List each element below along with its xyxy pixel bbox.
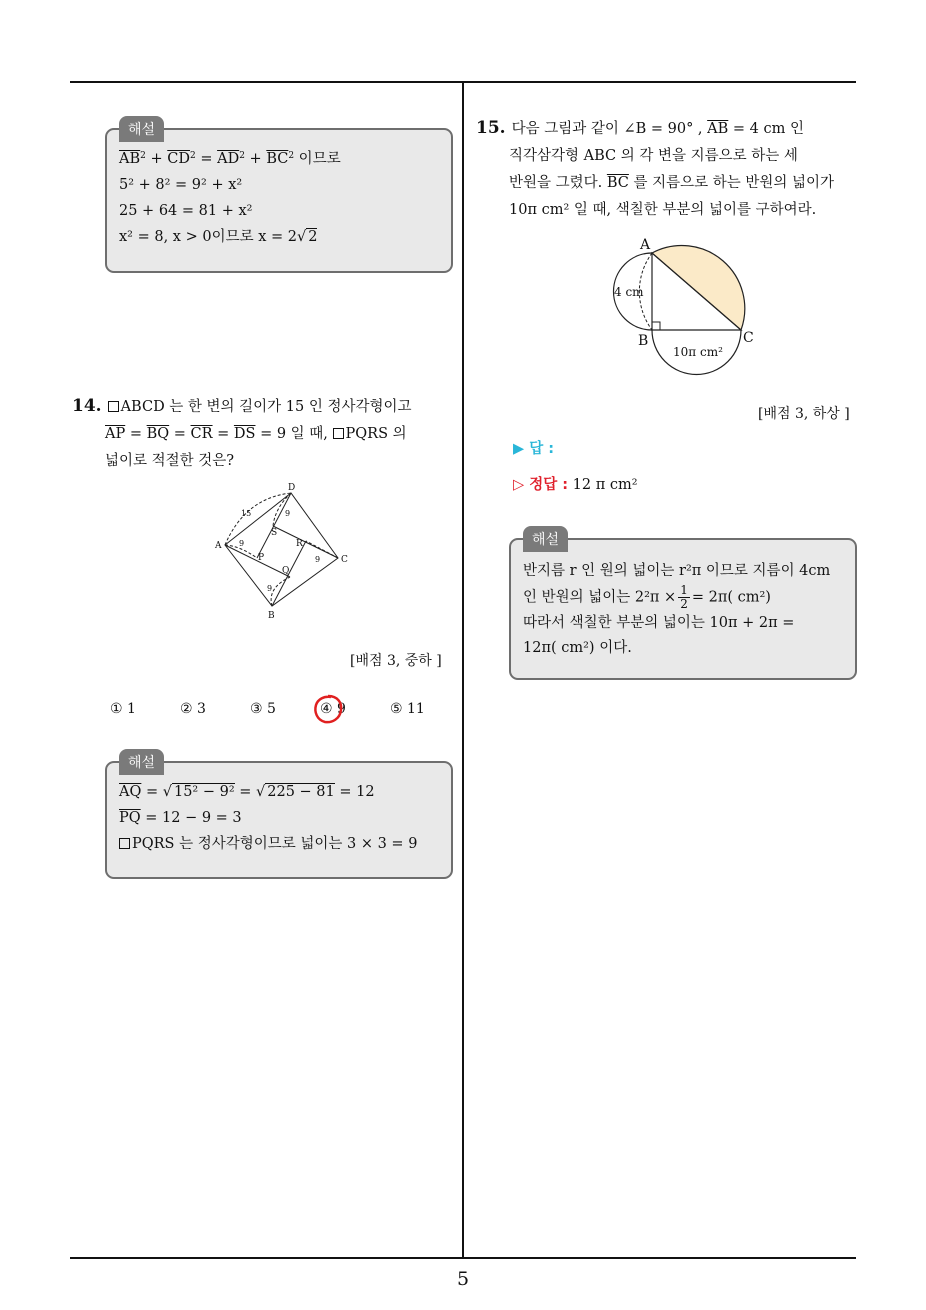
label-ab-length: 4 cm — [614, 285, 644, 299]
q14-points: [배점 3, 중하 ] — [350, 653, 442, 669]
label-S: S — [271, 528, 278, 538]
column-divider — [462, 82, 464, 1258]
q13-sol-line-3: 25 + 64 = 81 + x² — [119, 203, 253, 219]
q14-solution-box — [105, 755, 453, 879]
label-B: B — [638, 333, 649, 349]
q13-sol-line-1: $\overline{AB}^2 + \overline{CD}^2 = \overline{AD}^2 + \overline{BC}^2$ 이므로 — [119, 151, 341, 167]
q15-line-4: 10π cm² 일 때, 색칠한 부분의 넓이를 구하여라. — [509, 202, 817, 218]
q15-line-2: 직각삼각형 ABC 의 각 변을 지름으로 하는 세 — [509, 148, 798, 164]
solution-tag: 해설 — [523, 526, 568, 552]
solution-tag: 해설 — [119, 116, 164, 142]
bottom-rule — [70, 1257, 856, 1259]
label-A: A — [640, 237, 651, 253]
q13-solution-box — [105, 122, 453, 273]
label-C: C — [341, 555, 348, 565]
label-9-bq: 9 — [267, 584, 273, 593]
q13-sol-line-4: x² = 8, x > 0이므로 x = 2√ 2 — [119, 229, 318, 245]
q15-line-1: 15. 다음 그림과 같이 ∠B = 90° , $\overline{AB} = 4$ cm 인 — [476, 118, 804, 138]
q13-sol-line-2: 5² + 8² = 9² + x² — [119, 177, 243, 193]
q14-line-1: ABCD 는 한 변의 길이가 15 인 정사각형이고 — [120, 399, 412, 415]
square-symbol — [333, 428, 344, 439]
label-P: P — [258, 553, 265, 563]
q14-number: 14. — [72, 396, 102, 416]
q14-choice-5[interactable]: ⑤ 11 — [390, 701, 425, 717]
solution-tag: 해설 — [119, 749, 164, 775]
q14-sol-line-2: $\overline{PQ} = 12 - 9 = 3$ — [119, 810, 242, 826]
label-9-ds: 9 — [285, 509, 291, 518]
q15-number: 15. — [476, 118, 506, 138]
square-symbol — [119, 838, 130, 849]
q15-line-3: 반원을 그렸다. $\overline{BC}$ 를 지름으로 하는 반원의 넓이가 — [509, 175, 835, 191]
q15-sol-line-2: 인 반원의 넓이는 2²π × $\frac{1}{2}$ = 2π( cm²) — [523, 583, 771, 611]
label-Q: Q — [282, 566, 290, 576]
q15-solution-box — [509, 532, 857, 680]
label-D: D — [288, 483, 296, 493]
q14-line-3: 넓이로 적절한 것은? — [105, 453, 235, 469]
label-C: C — [743, 330, 754, 346]
label-9-cr: 9 — [315, 555, 321, 564]
q15-figure — [605, 225, 770, 380]
q14-choice-2[interactable]: ② 3 — [180, 701, 206, 717]
label-bc-area: 10π cm² — [673, 345, 723, 359]
q15-correct-answer: ▷ 정답 : 12 π cm² — [513, 477, 638, 493]
q15-answer-label: ▶ 답 : — [513, 441, 555, 457]
answer-circle-mark — [312, 693, 344, 725]
q14-choice-1[interactable]: ① 1 — [110, 701, 136, 717]
label-A: A — [215, 541, 222, 551]
q14-question — [72, 393, 457, 475]
sqrt-sign: √ — [296, 229, 307, 245]
q15-sol-line-1: 반지름 r 인 원의 넓이는 r²π 이므로 지름이 4cm — [523, 563, 831, 579]
label-B: B — [268, 611, 275, 621]
square-symbol — [108, 401, 119, 412]
q15-sol-line-3: 따라서 색칠한 부분의 넓이는 10π + 2π = — [523, 615, 795, 631]
label-R: R — [296, 539, 303, 549]
shaded-semicircle-ac — [652, 246, 745, 330]
q14-sol-line-3: PQRS 는 정사각형이므로 넓이는 3 × 3 = 9 — [119, 831, 439, 857]
q15-sol-line-4: 12π( cm²) 이다. — [523, 640, 632, 656]
q14-choice-4[interactable]: ④ 9 — [320, 701, 346, 717]
q14-figure — [205, 478, 355, 623]
q14-sol-line-1: $\overline{AQ}$ = √ 15² − 9² = √ 225 − 81 = 12 — [119, 784, 375, 800]
page-number: 5 — [456, 1268, 470, 1290]
q14-choice-3[interactable]: ③ 5 — [250, 701, 276, 717]
right-angle-mark — [652, 322, 660, 330]
label-9-ap: 9 — [239, 539, 245, 548]
fraction-half: $\frac{1}{2}$ — [680, 583, 688, 611]
q15-question — [476, 115, 861, 224]
q14-line-2: $\overline{AP} = \overline{BQ} = \overline{CR} = \overline{DS} = 9$ 일 때, PQRS 의 — [105, 426, 407, 442]
q15-points: [배점 3, 하상 ] — [758, 406, 850, 422]
label-15: 15 — [241, 509, 252, 518]
